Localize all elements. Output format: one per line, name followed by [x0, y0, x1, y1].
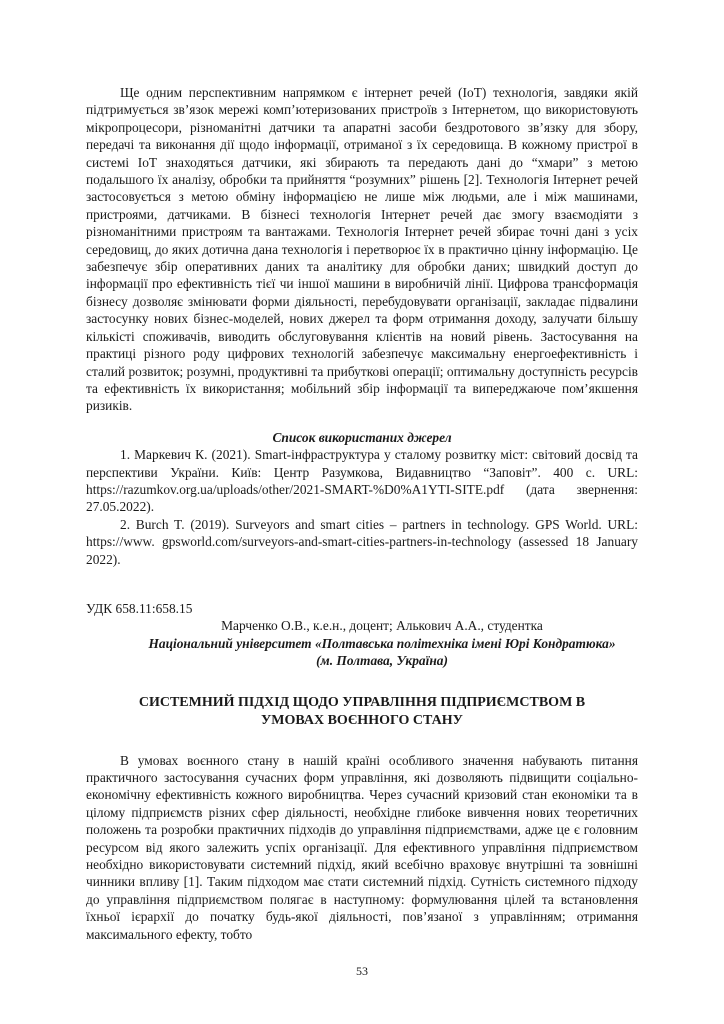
page-number: 53: [356, 964, 368, 978]
article-title: [106, 694, 618, 730]
reference-item-1: 1. Маркевич К. (2021). Smart-інфраструктура у сталому розвитку міст: світовий досвід та перспективи України. Київ: Центр Разумкова, Видавництво “Заповіт”. 400 с. URL: https://razumkov.org.ua/uploads/other/2021-SMART-%D0%A1YTI-SITE.pdf (дата звернення: 27.05.2022).: [86, 447, 638, 515]
article-body: В умовах воєнного стану в нашій країні особливого значення набувають питання практичного застосування сучасних форм управління, які дозволяють підвищити соціально-економічну ефективність кожного виробництва. Через сучасний кризовий стан економіки та в цілому підприємств різних сфер діяльності, необхідне глибоке вивчення нових теоретичних положень та розробки практичних підходів до управління підприємствами, адже це є головним ресурсом від якого залежить успіх організації. Для ефективного управління підприємством необхідно використовувати системний підхід, який всебічно враховує внутрішні та зовнішні чинники впливу [1]. Таким підходом має стати системний підхід. Сутність системного підходу до управління підприємством полягає в наступному: формулювання цілей та встановлення їхньої ієрархії до початку будь-якої діяльності, пов’язаної з управлінням; отримання максимального ефекту, тобто: [86, 752, 638, 942]
affiliation: Національний університет «Полтавська політехніка імені Юрі Кондратюка»: [148, 635, 616, 651]
references-title: Список використаних джерел: [272, 429, 452, 445]
article-title-line-1: СИСТЕМНИЙ ПІДХІД ЩОДО УПРАВЛІННЯ ПІДПРИЄМСТВОМ В: [138, 694, 586, 710]
intro-paragraph: Ще одним перспективним напрямком є інтернет речей (IoT) технологія, завдяки якій підтримується зв’язок мережі комп’ютеризованих пристроїв з Інтернетом, що використовують мікропроцесори, різноманітні датчики та апаратні засоби бездротового зв’язку для збору, передачі та виконання дії щодо інформації, отриманої з їх середовища. В кожному пристрої в системі IoT знаходяться датчики, які збирають та передають дані до “хмари” з метою подальшого їх аналізу, обробки та прийняття “розумних” рішень [2]. Технологія Інтернет речей застосовується з метою обміну інформацією не лише між людьми, але і між машинами, пристроями, датчиками. В бізнесі технологія Інтернет речей дає змогу взаємодіяти з різноманітними пристроям та вантажами. Технологія Інтернет речей збирає точні дані з усіх середовищ, до яких дотична дана технологія і перетворює їх в практично цінну інформацію. Це забезпечує збір оперативних даних та аналітику для обробки даних; швидкий доступ до інформації про ефективність тієї чи іншої машини в виробничій лінії. Цифрова трансформація бізнесу дозволяє змінювати форми діяльності, перебудовувати організації, закладає підвалини застосунку нових бізнес-моделей, нових джерел та форм отримання доходу, залучати більшу кількісті споживачів, виводить обслуговування клієнтів на новий рівень. Застосування на практиці різного роду цифрових технологій забезпечує максимальну енергоефективність і сталий розвиток; розумні, продуктивні та прибуткові операції; оптимальну доступність ресурсів та ефективність їх використання; мобільний збір інформації та випереджаюче пом’якшення ризиків.: [86, 85, 638, 414]
authors: Марченко О.В., к.е.н., доцент; Алькович А.А., студентка: [221, 618, 543, 634]
city: (м. Полтава, Україна): [316, 653, 448, 669]
reference-item-2: 2. Burch T. (2019). Surveyors and smart cities – partners in technology. GPS World. URL: https://www. gpsworld.com/surveyors-and-smart-cities-partners-in-technology (assessed 18 January 2022).: [86, 516, 638, 567]
udk-code: УДК 658.11:658.15: [86, 600, 193, 616]
article-title-line-2: УМОВАХ ВОЄННОГО СТАНУ: [261, 712, 463, 728]
page-content: [86, 84, 638, 943]
